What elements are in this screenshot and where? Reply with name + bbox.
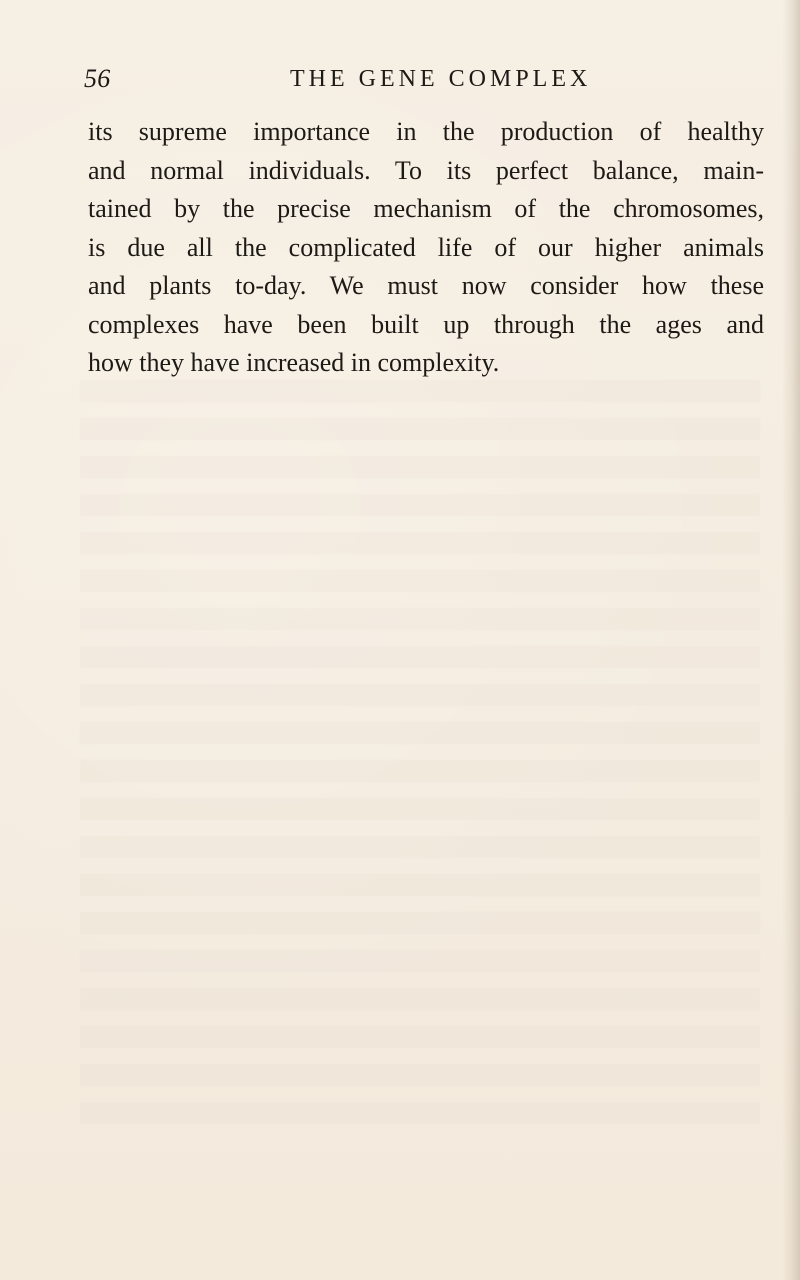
body-line: how they have increased in complexity.: [88, 348, 500, 377]
body-line: complexes have been built up through the ages and: [88, 309, 764, 339]
page-edge-shadow: [782, 0, 800, 1280]
body-line: its supreme importance in the production of healthy: [88, 117, 764, 146]
running-head: THE GENE COMPLEX: [290, 66, 592, 92]
body-line: and plants to-day. We must now consider how these: [88, 271, 764, 300]
body-line: and normal individuals. To its perfect balance, main-: [88, 155, 764, 185]
page-header: [84, 64, 784, 100]
page-number: 56: [84, 64, 111, 93]
show-through-text-texture: [80, 380, 760, 1140]
body-paragraph: [88, 113, 764, 383]
body-line: tained by the precise mechanism of the chromosomes,: [88, 194, 764, 223]
body-line: is due all the complicated life of our higher animals: [88, 232, 764, 262]
